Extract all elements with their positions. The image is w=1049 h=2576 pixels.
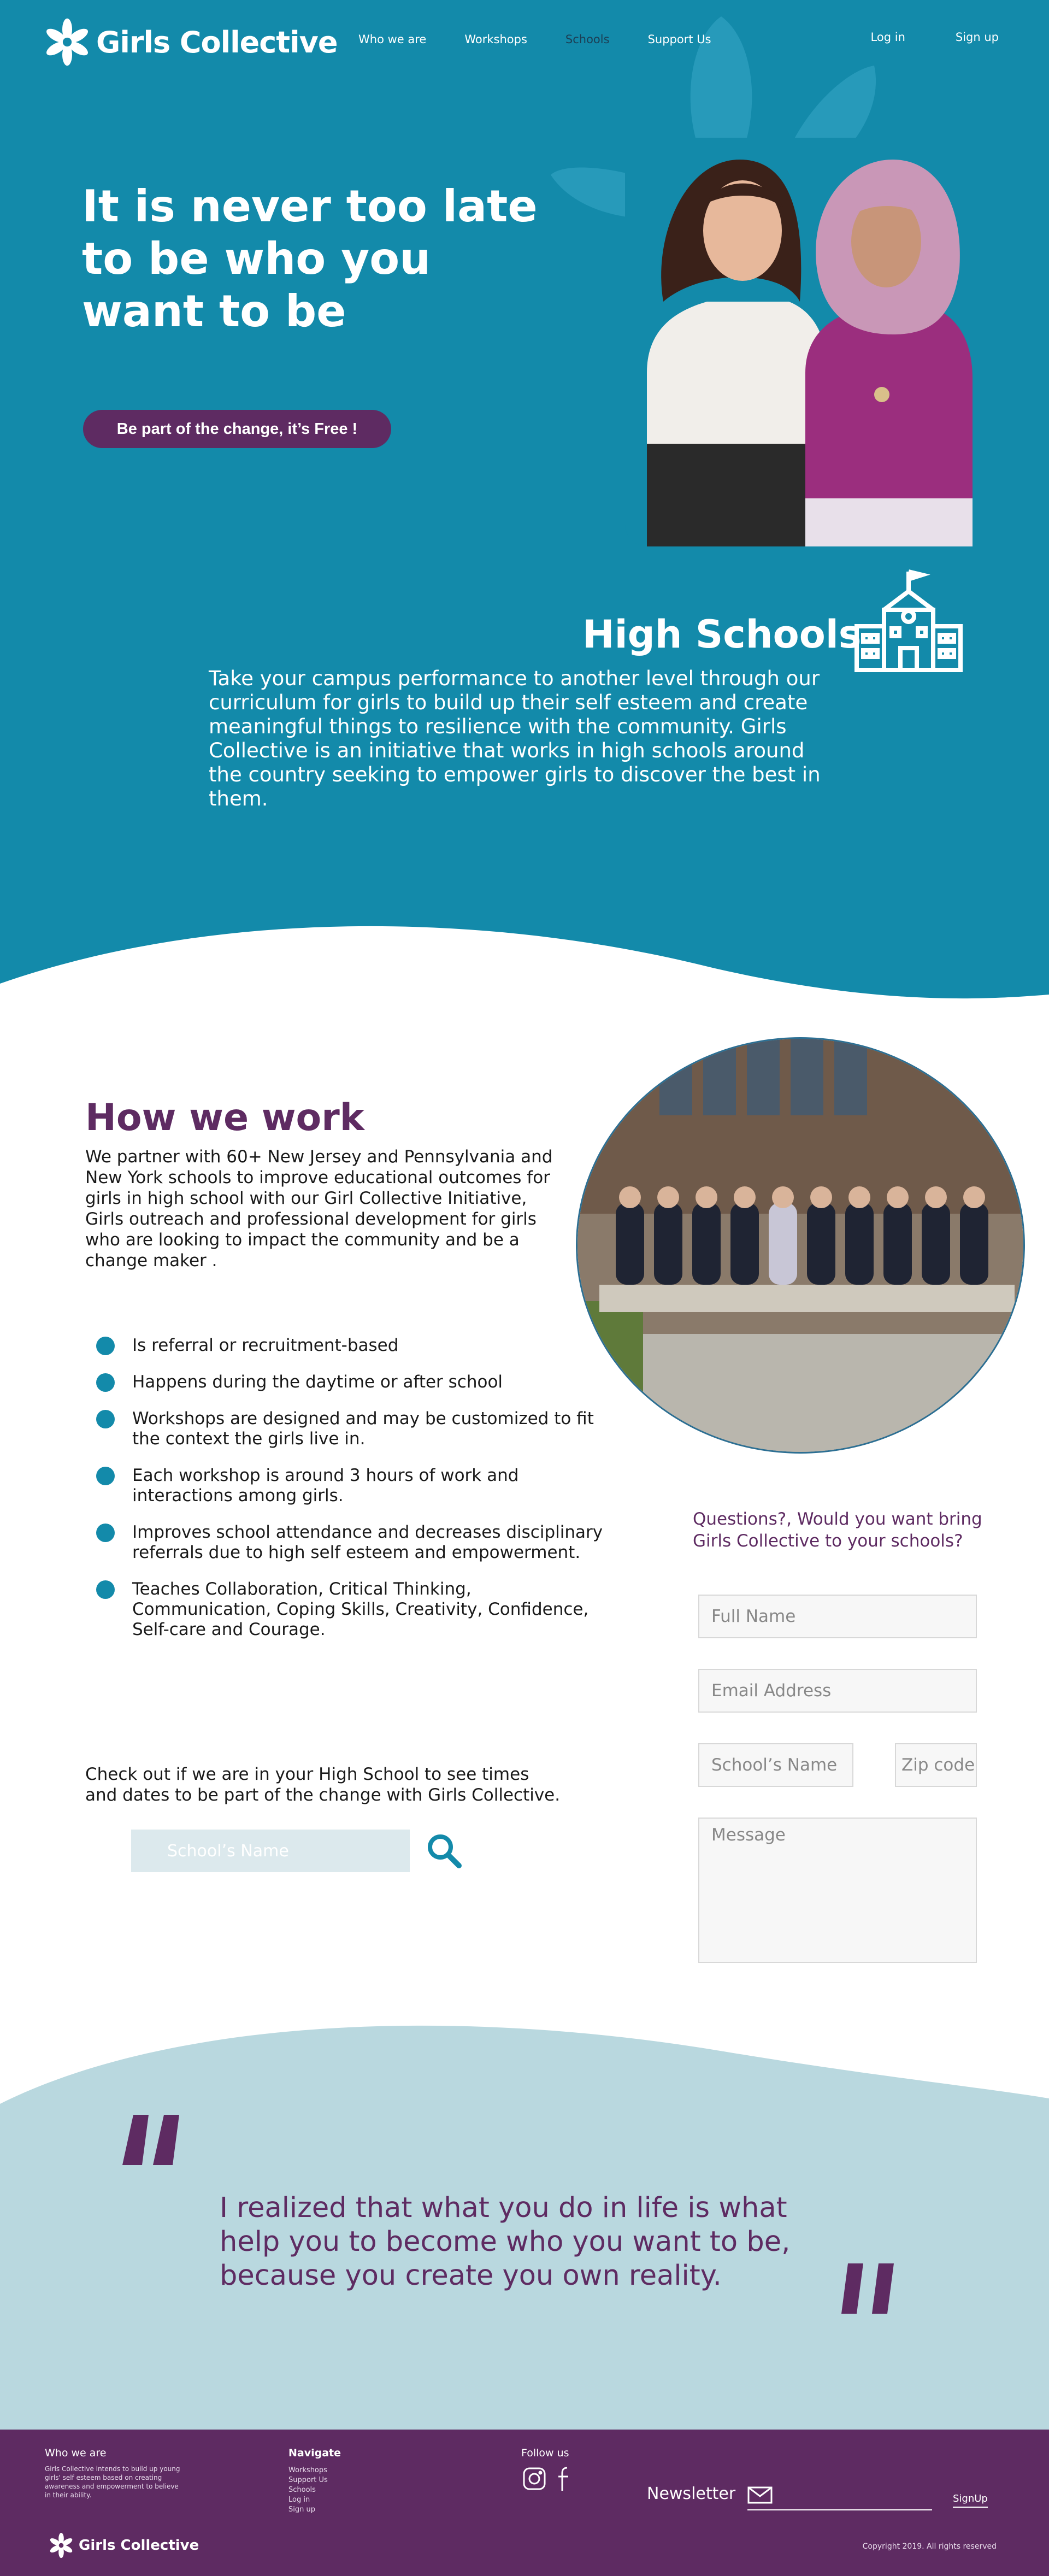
footer-link-schools[interactable]: Schools [288, 2486, 316, 2494]
copyright-text: Copyright 2019. All rights reserved [862, 2542, 997, 2551]
login-link[interactable]: Log in [870, 31, 905, 44]
footer-nav [288, 2466, 328, 2515]
footer-nav-title: Navigate [288, 2447, 341, 2459]
footer-brand-name: Girls Collective [79, 2537, 199, 2554]
quote-open-icon [118, 2104, 184, 2169]
footer-who-text: Girls Collective intends to build up young girls' self esteem based on creating awareness and empowerment to believe in their ability. [45, 2465, 180, 2499]
facebook-icon[interactable] [556, 2466, 573, 2492]
list-item: Each workshop is around 3 hours of work and interactions among girls. [96, 1466, 610, 1506]
bullet-dot [96, 1373, 115, 1392]
quote-text: I realized that what you do in life is what help you to become who you want to be, because you create you own reality. [220, 2192, 791, 2292]
zip-code-field[interactable] [895, 1743, 977, 1787]
high-schools-text: Take your campus performance to another level through our curriculum for girls to build up their self esteem and create meaningful things to resilience with the community. Girls Collective is an initiative that works in high schools around the country seeking to empower girls to discover the best in them. [209, 667, 821, 810]
footer-link-login[interactable]: Log in [288, 2496, 310, 2504]
how-we-work-title: How we work [85, 1096, 365, 1139]
students-photo [576, 1037, 1025, 1454]
list-item: Improves school attendance and decreases disciplinary referrals due to high self esteem and empowerment. [96, 1522, 610, 1563]
newsletter-input-line[interactable] [747, 2509, 932, 2510]
main-nav [358, 33, 750, 46]
bullet-dot [96, 1337, 115, 1355]
high-schools-title: High Schools [582, 612, 862, 657]
bullet-dot [96, 1410, 115, 1428]
footer-link-support-us[interactable]: Support Us [288, 2476, 328, 2484]
signup-link[interactable]: Sign up [955, 31, 999, 44]
how-we-work-text: We partner with 60+ New Jersey and Pennsylvania and New York schools to improve educational outcomes for girls in high school with our Girl Collective Initiative, Girls outreach and professional development for girls who are looking to impact the community and be a change maker . [85, 1147, 553, 1271]
cta-button[interactable]: Be part of the change, it’s Free ! [83, 410, 391, 448]
nav-workshops[interactable]: Workshops [464, 33, 527, 46]
newsletter-label: Newsletter [647, 2484, 736, 2503]
hero-title: It is never too late to be who you want to be [82, 181, 538, 337]
flower-logo-icon [48, 2532, 74, 2559]
footer-link-workshops[interactable]: Workshops [288, 2466, 327, 2474]
brand-logo[interactable] [43, 17, 337, 67]
list-item: Is referral or recruitment-based [96, 1336, 610, 1356]
quote-close-icon [837, 2259, 903, 2325]
list-item: Workshops are designed and may be customized to fit the context the girls live in. [96, 1409, 610, 1449]
footer-follow-title: Follow us [521, 2447, 569, 2459]
contact-question: Questions?, Would you want bring Girls Collective to your schools? [693, 1509, 982, 1551]
newsletter-signup-button[interactable]: SignUp [953, 2493, 988, 2508]
footer-logo[interactable] [48, 2532, 199, 2559]
list-item: Happens during the daytime or after school [96, 1372, 610, 1392]
auth-links [821, 31, 999, 44]
hero-photo [625, 138, 973, 546]
site-footer [0, 2430, 1049, 2576]
bullet-dot [96, 1524, 115, 1542]
email-field[interactable] [698, 1669, 977, 1713]
school-building-icon [851, 566, 966, 672]
mail-icon [747, 2485, 773, 2505]
footer-link-signup[interactable]: Sign up [288, 2506, 315, 2514]
school-search-input[interactable] [131, 1830, 410, 1872]
nav-support-us[interactable]: Support Us [647, 33, 711, 46]
wave-divider [0, 918, 1049, 1027]
school-check-text: Check out if we are in your High School to see times and dates to be part of the change with Girls Collective. [85, 1765, 561, 1805]
school-name-field[interactable] [698, 1743, 853, 1787]
nav-who-we-are[interactable]: Who we are [358, 33, 427, 46]
full-name-field[interactable] [698, 1595, 977, 1638]
bullet-dot [96, 1580, 115, 1599]
features-list [96, 1336, 610, 1656]
nav-schools[interactable]: Schools [565, 33, 610, 46]
bullet-dot [96, 1467, 115, 1485]
list-item: Teaches Collaboration, Critical Thinking, Communication, Coping Skills, Creativity, Confidence, Self-care and Courage. [96, 1579, 610, 1640]
hero-section [0, 0, 1049, 1016]
instagram-icon[interactable] [522, 2467, 546, 2491]
brand-name: Girls Collective [96, 25, 338, 60]
message-field[interactable] [698, 1818, 977, 1963]
search-icon[interactable] [425, 1832, 463, 1870]
footer-who-title: Who we are [45, 2447, 107, 2459]
flower-logo-icon [43, 17, 92, 67]
